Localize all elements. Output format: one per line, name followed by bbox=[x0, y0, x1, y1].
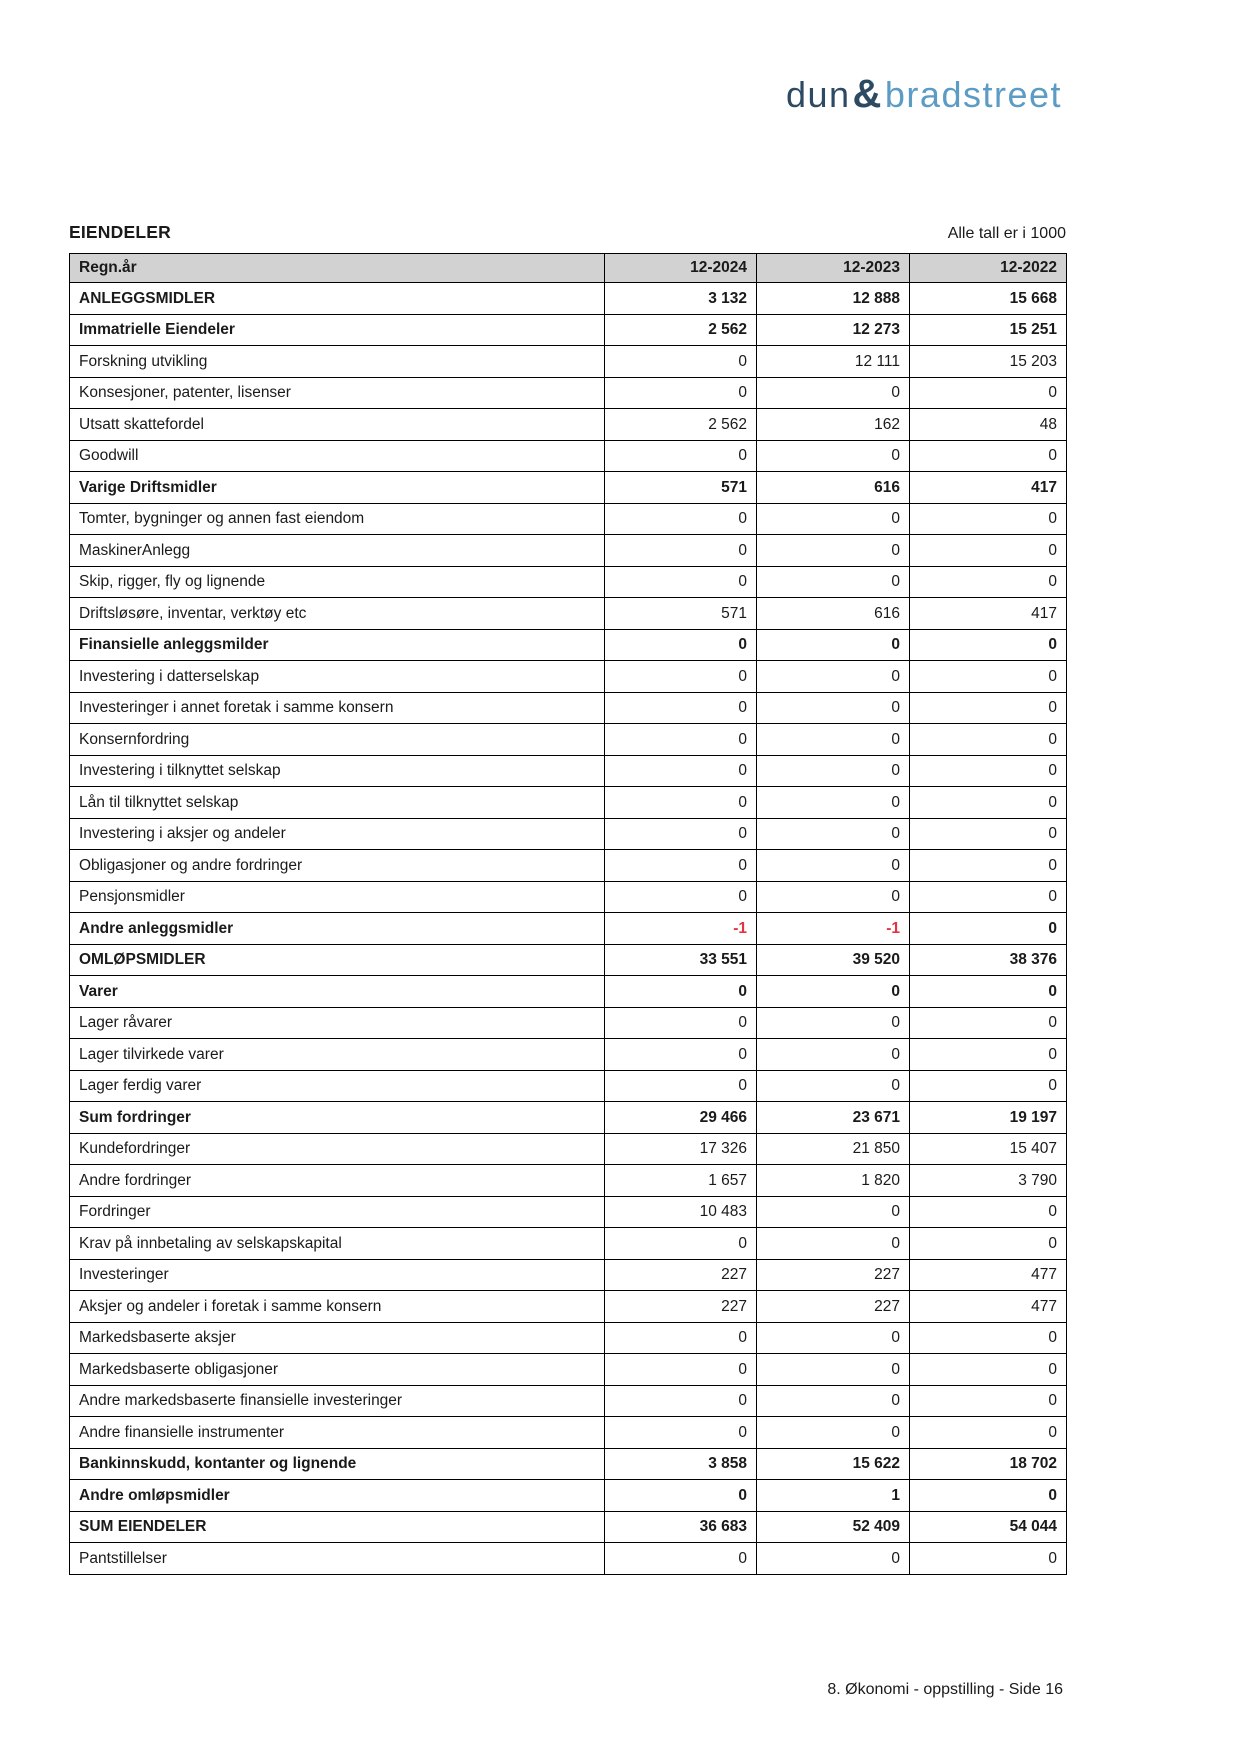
value-cell: 0 bbox=[605, 629, 757, 661]
value-cell: 477 bbox=[910, 1291, 1067, 1323]
row-label: Lån til tilknyttet selskap bbox=[70, 787, 605, 819]
row-label: SUM EIENDELER bbox=[70, 1511, 605, 1543]
value-cell: 0 bbox=[757, 629, 910, 661]
value-cell: 0 bbox=[757, 1354, 910, 1386]
value-cell: 227 bbox=[757, 1291, 910, 1323]
value-cell: 0 bbox=[910, 1417, 1067, 1449]
table-row bbox=[70, 1007, 1067, 1039]
value-cell: -1 bbox=[757, 913, 910, 945]
value-cell: 0 bbox=[605, 1385, 757, 1417]
value-cell: 0 bbox=[605, 755, 757, 787]
row-label: Andre finansielle instrumenter bbox=[70, 1417, 605, 1449]
table-row bbox=[70, 1543, 1067, 1575]
value-cell: 0 bbox=[605, 1070, 757, 1102]
value-cell: 0 bbox=[757, 692, 910, 724]
row-label: MaskinerAnlegg bbox=[70, 535, 605, 567]
table-row bbox=[70, 850, 1067, 882]
value-cell: -1 bbox=[605, 913, 757, 945]
row-label: Andre omløpsmidler bbox=[70, 1480, 605, 1512]
value-cell: 0 bbox=[757, 1039, 910, 1071]
value-cell: 0 bbox=[605, 976, 757, 1008]
value-cell: 23 671 bbox=[757, 1102, 910, 1134]
row-label: Markedsbaserte aksjer bbox=[70, 1322, 605, 1354]
row-label: Varer bbox=[70, 976, 605, 1008]
value-cell: 0 bbox=[910, 377, 1067, 409]
value-cell: 52 409 bbox=[757, 1511, 910, 1543]
value-cell: 0 bbox=[757, 787, 910, 819]
value-cell: 0 bbox=[910, 787, 1067, 819]
value-cell: 0 bbox=[910, 755, 1067, 787]
value-cell: 12 888 bbox=[757, 283, 910, 315]
value-cell: 0 bbox=[757, 976, 910, 1008]
value-cell: 39 520 bbox=[757, 944, 910, 976]
table-row bbox=[70, 1322, 1067, 1354]
value-cell: 0 bbox=[910, 1039, 1067, 1071]
row-label: Forskning utvikling bbox=[70, 346, 605, 378]
table-row bbox=[70, 472, 1067, 504]
value-cell: 15 668 bbox=[910, 283, 1067, 315]
value-cell: 0 bbox=[757, 818, 910, 850]
value-cell: 477 bbox=[910, 1259, 1067, 1291]
page-title: EIENDELER bbox=[69, 222, 171, 242]
value-cell: 571 bbox=[605, 598, 757, 630]
row-label: Sum fordringer bbox=[70, 1102, 605, 1134]
value-cell: 0 bbox=[605, 1039, 757, 1071]
value-cell: 0 bbox=[757, 1007, 910, 1039]
table-row bbox=[70, 1070, 1067, 1102]
row-label: Markedsbaserte obligasjoner bbox=[70, 1354, 605, 1386]
row-label: Pantstillelser bbox=[70, 1543, 605, 1575]
table-row bbox=[70, 881, 1067, 913]
table-row bbox=[70, 661, 1067, 693]
value-cell: 2 562 bbox=[605, 409, 757, 441]
value-cell: 1 657 bbox=[605, 1165, 757, 1197]
table-body bbox=[70, 283, 1067, 1575]
value-cell: 0 bbox=[605, 377, 757, 409]
value-cell: 0 bbox=[605, 346, 757, 378]
table-row bbox=[70, 629, 1067, 661]
value-cell: 0 bbox=[605, 503, 757, 535]
value-cell: 0 bbox=[757, 1543, 910, 1575]
value-cell: 21 850 bbox=[757, 1133, 910, 1165]
row-label: Investering i aksjer og andeler bbox=[70, 818, 605, 850]
table-row bbox=[70, 944, 1067, 976]
row-label: Lager ferdig varer bbox=[70, 1070, 605, 1102]
value-cell: 616 bbox=[757, 472, 910, 504]
value-cell: 0 bbox=[910, 1228, 1067, 1260]
table-row bbox=[70, 1480, 1067, 1512]
value-cell: 0 bbox=[910, 724, 1067, 756]
value-cell: 0 bbox=[757, 377, 910, 409]
dun-bradstreet-logo bbox=[786, 74, 1062, 114]
row-label: Konsernfordring bbox=[70, 724, 605, 756]
table-row bbox=[70, 598, 1067, 630]
value-cell: 571 bbox=[605, 472, 757, 504]
table-row bbox=[70, 314, 1067, 346]
value-cell: 17 326 bbox=[605, 1133, 757, 1165]
value-cell: 0 bbox=[910, 818, 1067, 850]
value-cell: 0 bbox=[910, 661, 1067, 693]
row-label: Tomter, bygninger og annen fast eiendom bbox=[70, 503, 605, 535]
table-row bbox=[70, 503, 1067, 535]
value-cell: 38 376 bbox=[910, 944, 1067, 976]
table-row bbox=[70, 976, 1067, 1008]
value-cell: 0 bbox=[605, 535, 757, 567]
table-row bbox=[70, 566, 1067, 598]
value-cell: 3 790 bbox=[910, 1165, 1067, 1197]
value-cell: 0 bbox=[757, 1228, 910, 1260]
value-cell: 0 bbox=[910, 566, 1067, 598]
value-cell: 0 bbox=[757, 1196, 910, 1228]
table-row bbox=[70, 1039, 1067, 1071]
value-cell: 0 bbox=[757, 881, 910, 913]
row-label: Investeringer bbox=[70, 1259, 605, 1291]
table-row bbox=[70, 535, 1067, 567]
value-cell: 0 bbox=[910, 850, 1067, 882]
value-cell: 0 bbox=[757, 661, 910, 693]
value-cell: 0 bbox=[757, 566, 910, 598]
value-cell: 1 bbox=[757, 1480, 910, 1512]
row-label: Andre markedsbaserte finansielle investeringer bbox=[70, 1385, 605, 1417]
value-cell: 12 273 bbox=[757, 314, 910, 346]
row-label: Investering i tilknyttet selskap bbox=[70, 755, 605, 787]
value-cell: 3 132 bbox=[605, 283, 757, 315]
value-cell: 417 bbox=[910, 472, 1067, 504]
value-cell: 0 bbox=[910, 692, 1067, 724]
row-label: Goodwill bbox=[70, 440, 605, 472]
value-cell: 0 bbox=[605, 440, 757, 472]
value-cell: 227 bbox=[605, 1291, 757, 1323]
value-cell: 417 bbox=[910, 598, 1067, 630]
value-cell: 616 bbox=[757, 598, 910, 630]
value-cell: 0 bbox=[605, 787, 757, 819]
table-row bbox=[70, 1165, 1067, 1197]
logo-word-bradstreet: bradstreet bbox=[884, 74, 1062, 115]
row-label: Andre fordringer bbox=[70, 1165, 605, 1197]
table-row bbox=[70, 1196, 1067, 1228]
row-label: Investeringer i annet foretak i samme konsern bbox=[70, 692, 605, 724]
table-row bbox=[70, 1354, 1067, 1386]
value-cell: 0 bbox=[757, 1070, 910, 1102]
value-cell: 15 203 bbox=[910, 346, 1067, 378]
row-label: Kundefordringer bbox=[70, 1133, 605, 1165]
row-label: Lager råvarer bbox=[70, 1007, 605, 1039]
table-row bbox=[70, 1291, 1067, 1323]
table-row bbox=[70, 1259, 1067, 1291]
value-cell: 0 bbox=[910, 535, 1067, 567]
value-cell: 0 bbox=[910, 1543, 1067, 1575]
value-cell: 29 466 bbox=[605, 1102, 757, 1134]
value-cell: 0 bbox=[757, 535, 910, 567]
value-cell: 0 bbox=[910, 503, 1067, 535]
table-row bbox=[70, 1228, 1067, 1260]
table-row bbox=[70, 1511, 1067, 1543]
row-label: Obligasjoner og andre fordringer bbox=[70, 850, 605, 882]
value-cell: 0 bbox=[605, 661, 757, 693]
row-label: Aksjer og andeler i foretak i samme konsern bbox=[70, 1291, 605, 1323]
table-row bbox=[70, 283, 1067, 315]
table-row bbox=[70, 913, 1067, 945]
table-row bbox=[70, 1417, 1067, 1449]
value-cell: 0 bbox=[757, 1322, 910, 1354]
title-row bbox=[69, 222, 1066, 243]
value-cell: 0 bbox=[757, 503, 910, 535]
value-cell: 0 bbox=[605, 1354, 757, 1386]
value-cell: 0 bbox=[605, 1228, 757, 1260]
value-cell: 18 702 bbox=[910, 1448, 1067, 1480]
table-row bbox=[70, 1385, 1067, 1417]
table-row bbox=[70, 377, 1067, 409]
value-cell: 0 bbox=[910, 913, 1067, 945]
row-label: Fordringer bbox=[70, 1196, 605, 1228]
value-cell: 15 407 bbox=[910, 1133, 1067, 1165]
row-label: Lager tilvirkede varer bbox=[70, 1039, 605, 1071]
value-cell: 0 bbox=[605, 1417, 757, 1449]
row-label: Investering i datterselskap bbox=[70, 661, 605, 693]
value-cell: 19 197 bbox=[910, 1102, 1067, 1134]
row-label: Konsesjoner, patenter, lisenser bbox=[70, 377, 605, 409]
value-cell: 0 bbox=[605, 850, 757, 882]
value-cell: 3 858 bbox=[605, 1448, 757, 1480]
value-cell: 54 044 bbox=[910, 1511, 1067, 1543]
value-cell: 0 bbox=[910, 1007, 1067, 1039]
value-cell: 0 bbox=[605, 692, 757, 724]
header-label-cell: Regn.år bbox=[70, 254, 605, 283]
value-cell: 0 bbox=[605, 1322, 757, 1354]
row-label: Andre anleggsmidler bbox=[70, 913, 605, 945]
value-cell: 0 bbox=[910, 440, 1067, 472]
value-cell: 0 bbox=[605, 818, 757, 850]
value-cell: 0 bbox=[910, 1070, 1067, 1102]
value-cell: 0 bbox=[605, 1543, 757, 1575]
units-note: Alle tall er i 1000 bbox=[947, 225, 1066, 242]
value-cell: 0 bbox=[757, 1417, 910, 1449]
page-footer: 8. Økonomi - oppstilling - Side 16 bbox=[827, 1681, 1063, 1698]
value-cell: 0 bbox=[605, 724, 757, 756]
table-row bbox=[70, 787, 1067, 819]
value-cell: 0 bbox=[757, 724, 910, 756]
value-cell: 0 bbox=[910, 629, 1067, 661]
value-cell: 0 bbox=[757, 440, 910, 472]
value-cell: 2 562 bbox=[605, 314, 757, 346]
value-cell: 15 622 bbox=[757, 1448, 910, 1480]
logo-word-dun: dun bbox=[785, 74, 851, 115]
value-cell: 0 bbox=[757, 1385, 910, 1417]
row-label: Utsatt skattefordel bbox=[70, 409, 605, 441]
table-row bbox=[70, 818, 1067, 850]
table-row bbox=[70, 692, 1067, 724]
value-cell: 227 bbox=[757, 1259, 910, 1291]
row-label: ANLEGGSMIDLER bbox=[70, 283, 605, 315]
header-year-cell: 12-2024 bbox=[605, 254, 757, 283]
row-label: Krav på innbetaling av selskapskapital bbox=[70, 1228, 605, 1260]
value-cell: 36 683 bbox=[605, 1511, 757, 1543]
row-label: Bankinnskudd, kontanter og lignende bbox=[70, 1448, 605, 1480]
row-label: Pensjonsmidler bbox=[70, 881, 605, 913]
value-cell: 0 bbox=[605, 566, 757, 598]
value-cell: 0 bbox=[757, 850, 910, 882]
value-cell: 0 bbox=[910, 1385, 1067, 1417]
value-cell: 0 bbox=[910, 1196, 1067, 1228]
balance-sheet-table bbox=[69, 253, 1067, 1575]
value-cell: 12 111 bbox=[757, 346, 910, 378]
row-label: Immatrielle Eiendeler bbox=[70, 314, 605, 346]
value-cell: 227 bbox=[605, 1259, 757, 1291]
table-row bbox=[70, 440, 1067, 472]
row-label: Finansielle anleggsmilder bbox=[70, 629, 605, 661]
header-year-cell: 12-2022 bbox=[910, 254, 1067, 283]
value-cell: 15 251 bbox=[910, 314, 1067, 346]
header-year-cell: 12-2023 bbox=[757, 254, 910, 283]
table-row bbox=[70, 1102, 1067, 1134]
value-cell: 48 bbox=[910, 409, 1067, 441]
row-label: Skip, rigger, fly og lignende bbox=[70, 566, 605, 598]
value-cell: 0 bbox=[910, 1322, 1067, 1354]
value-cell: 0 bbox=[910, 881, 1067, 913]
value-cell: 0 bbox=[910, 1480, 1067, 1512]
table-header-row bbox=[70, 254, 1067, 283]
table-row bbox=[70, 1133, 1067, 1165]
table-row bbox=[70, 755, 1067, 787]
logo-ampersand-icon: & bbox=[852, 72, 883, 116]
value-cell: 10 483 bbox=[605, 1196, 757, 1228]
row-label: OMLØPSMIDLER bbox=[70, 944, 605, 976]
value-cell: 0 bbox=[605, 1007, 757, 1039]
table-row bbox=[70, 346, 1067, 378]
row-label: Varige Driftsmidler bbox=[70, 472, 605, 504]
table-row bbox=[70, 1448, 1067, 1480]
value-cell: 162 bbox=[757, 409, 910, 441]
table-row bbox=[70, 409, 1067, 441]
table-row bbox=[70, 724, 1067, 756]
row-label: Driftsløsøre, inventar, verktøy etc bbox=[70, 598, 605, 630]
value-cell: 0 bbox=[605, 1480, 757, 1512]
value-cell: 0 bbox=[757, 755, 910, 787]
value-cell: 0 bbox=[910, 976, 1067, 1008]
value-cell: 0 bbox=[910, 1354, 1067, 1386]
value-cell: 33 551 bbox=[605, 944, 757, 976]
value-cell: 1 820 bbox=[757, 1165, 910, 1197]
value-cell: 0 bbox=[605, 881, 757, 913]
